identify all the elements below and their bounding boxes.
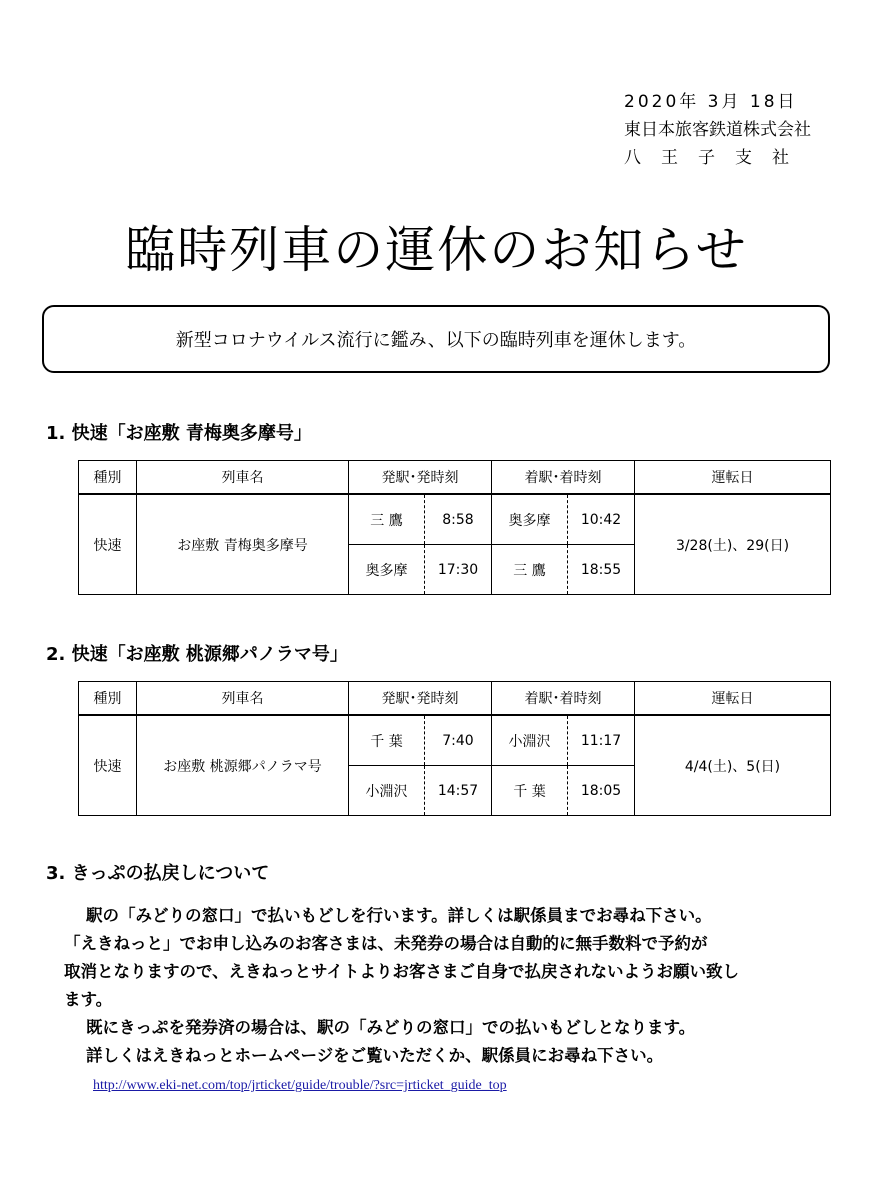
arr-time: 18:05 — [568, 766, 635, 816]
arr-station: 千 葉 — [492, 766, 568, 816]
table-row — [79, 494, 831, 545]
dep-station: 千 葉 — [349, 715, 425, 766]
operation-date: 4/4(土)、5(日) — [635, 715, 831, 816]
header-type: 種別 — [79, 461, 137, 495]
dep-station: 小淵沢 — [349, 766, 425, 816]
dep-station: 三 鷹 — [349, 494, 425, 545]
arr-time: 10:42 — [568, 494, 635, 545]
section-2-heading: 2. 快速「お座敷 桃源郷パノラマ号」 — [46, 644, 348, 665]
train-name: お座敷 青梅奥多摩号 — [137, 494, 349, 595]
issuer-block — [624, 88, 811, 172]
header-operation-date: 運転日 — [635, 461, 831, 495]
header-arrival: 着駅･着時刻 — [492, 682, 635, 716]
train-type: 快速 — [79, 715, 137, 816]
dep-station: 奥多摩 — [349, 545, 425, 595]
branch-name: 八王子支社 — [624, 148, 809, 168]
train-type: 快速 — [79, 494, 137, 595]
dep-time: 14:57 — [425, 766, 492, 816]
header-train-name: 列車名 — [137, 461, 349, 495]
notice-box — [42, 305, 830, 373]
dep-time: 7:40 — [425, 715, 492, 766]
company-name: 東日本旅客鉄道株式会社 — [624, 120, 811, 140]
header-arrival: 着駅･着時刻 — [492, 461, 635, 495]
train-name: お座敷 桃源郷パノラマ号 — [137, 715, 349, 816]
table-row — [79, 715, 831, 766]
arr-time: 18:55 — [568, 545, 635, 595]
refund-line: 既にきっぷを発券済の場合は、駅の「みどりの窓口」での払いもどしとなります。 — [86, 1018, 696, 1037]
issue-date: 2020年 3月 18日 — [624, 92, 798, 112]
header-departure: 発駅･発時刻 — [349, 461, 492, 495]
section-3-heading: 3. きっぷの払戻しについて — [46, 863, 270, 884]
refund-line: 「えきねっと」でお申し込みのお客さまは、未発券の場合は自動的に無手数料で予約が — [64, 934, 708, 953]
refund-body — [64, 902, 804, 1070]
section-1-heading: 1. 快速「お座敷 青梅奥多摩号」 — [46, 423, 312, 444]
dep-time: 8:58 — [425, 494, 492, 545]
train-table-2 — [78, 681, 831, 816]
operation-date: 3/28(土)、29(日) — [635, 494, 831, 595]
arr-station: 三 鷹 — [492, 545, 568, 595]
header-train-name: 列車名 — [137, 682, 349, 716]
header-type: 種別 — [79, 682, 137, 716]
refund-line: 駅の「みどりの窓口」で払いもどしを行います。詳しくは駅係員までお尋ね下さい。 — [86, 906, 712, 925]
refund-line: 取消となりますので、えきねっとサイトよりお客さまご自身で払戻されないようお願い致し — [64, 962, 740, 981]
header-operation-date: 運転日 — [635, 682, 831, 716]
notice-text: 新型コロナウイルス流行に鑑み、以下の臨時列車を運休します。 — [175, 330, 697, 351]
page-title: 臨時列車の運休のお知らせ — [125, 221, 748, 279]
dep-time: 17:30 — [425, 545, 492, 595]
train-table-1 — [78, 460, 831, 595]
refund-line: ます。 — [64, 990, 113, 1009]
eki-net-refund-link[interactable]: http://www.eki-net.com/top/jrticket/guide/trouble/?src=jrticket_guide_top — [93, 1078, 507, 1093]
header-departure: 発駅･発時刻 — [349, 682, 492, 716]
arr-time: 11:17 — [568, 715, 635, 766]
refund-line: 詳しくはえきねっとホームページをご覧いただくか、駅係員にお尋ね下さい。 — [86, 1046, 664, 1065]
arr-station: 奥多摩 — [492, 494, 568, 545]
arr-station: 小淵沢 — [492, 715, 568, 766]
